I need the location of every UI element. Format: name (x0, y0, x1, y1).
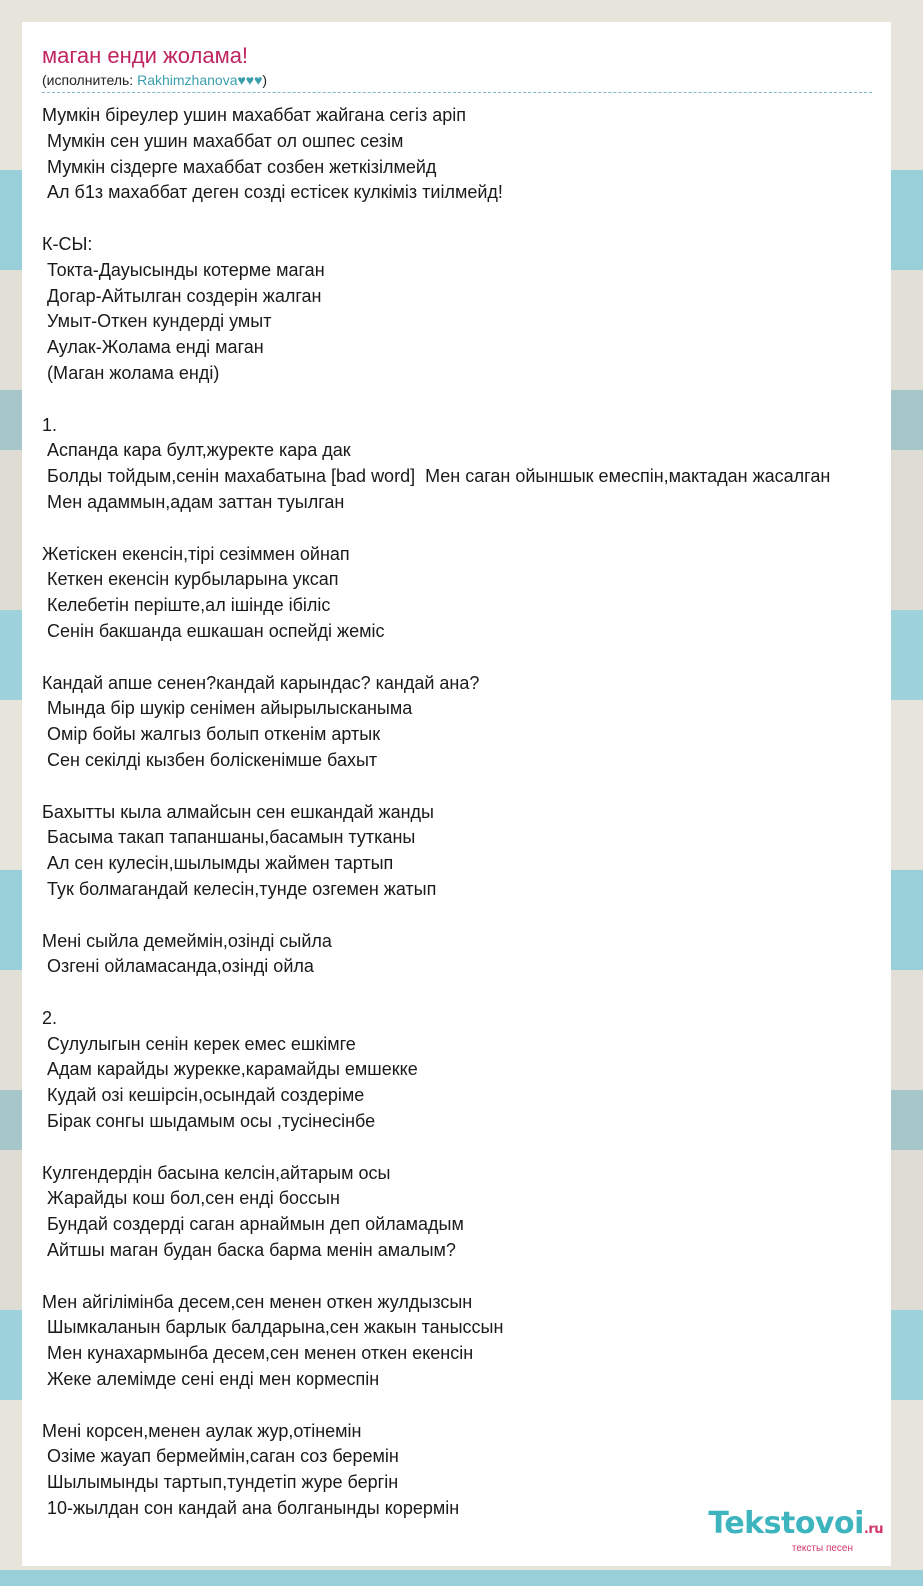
lyric-line: Мумкін сіздерге махаббат созбен жеткізілмейд (42, 156, 437, 177)
lyric-line: Ал сен кулесін,шылымды жаймен тартып (42, 853, 394, 874)
lyric-line: Бірак сонгы шыдамым осы ,тусінесінбе (42, 1111, 376, 1132)
lyric-line: Кеткен екенсін курбыларына уксап (42, 569, 339, 590)
lyric-line: Кулгендердін басына келсін,айтарым осы (42, 1162, 391, 1183)
logo-tagline: тексты песен (791, 1543, 853, 1554)
logo-name: Tekstovoi (708, 1506, 864, 1541)
lyric-line: Айтшы маган будан баска барма менін амалым? (42, 1240, 456, 1261)
lyric-blank-line (42, 774, 830, 800)
artist-suffix: ) (262, 72, 268, 88)
lyric-line: Кандай апше сенен?кандай карындас? кандай ана? (42, 672, 480, 693)
lyric-blank-line (42, 645, 830, 671)
lyric-line: Келебетін періште,ал ішінде ібіліс (42, 595, 331, 616)
lyric-line: Болды тойдым,сенін махабатына [bad word] Мен саган ойыншык емеспін,мактадан жасалган (42, 466, 831, 487)
lyric-blank-line (42, 903, 830, 929)
lyric-line: Шымкаланын барлык балдарына,сен жакын таныссын (42, 1317, 504, 1338)
lyric-line: Бундай создерді саган арнаймын деп ойламадым (42, 1214, 464, 1235)
lyric-line: Догар-Айтылган создерін жалган (42, 285, 322, 306)
logo-wordmark (708, 1506, 883, 1545)
lyric-line: Умыт-Откен кундерді умыт (42, 311, 272, 332)
lyric-line: Мен кунахармынба десем,сен менен откен екенсін (42, 1343, 474, 1364)
lyric-line: 10-жылдан сон кандай ана болганынды корермін (42, 1498, 460, 1519)
header-divider (42, 92, 872, 93)
artist-line (42, 71, 872, 89)
lyric-line: Басыма такап тапаншаны,басамын тутканы (42, 827, 416, 848)
lyrics-text (42, 103, 830, 1522)
lyric-line: Мумкін біреулер ушин махаббат жайгана сегіз аріп (42, 105, 466, 125)
lyric-line: Мені корсен,менен аулак жур,отінемін (42, 1420, 362, 1441)
lyric-line: Сен секілді кызбен болiскенімше бахыт (42, 749, 378, 770)
lyrics-card (22, 22, 891, 1566)
site-logo[interactable] (708, 1506, 883, 1554)
lyric-line: Мен айгілімінба десем,сен менен откен жулдызсын (42, 1291, 473, 1312)
lyric-line: (Маган жолама енді) (42, 362, 220, 383)
lyric-line: Жетіскен екенсін,тірі сезіммен ойнап (42, 543, 350, 564)
lyric-line: Жарайды кош бол,сен енді боссын (42, 1188, 340, 1209)
lyric-blank-line (42, 980, 830, 1006)
lyric-line: Тук болмагандай келесін,тунде озгемен жатып (42, 878, 437, 899)
lyric-line: Мен адаммын,адам заттан туылган (42, 491, 345, 512)
lyric-line: 1. (42, 414, 58, 435)
lyric-blank-line (42, 516, 830, 542)
lyric-line: 2. (42, 1007, 58, 1028)
lyric-line: К-СЫ: (42, 233, 93, 254)
lyric-line: Озгені ойламасанда,озінді ойла (42, 956, 314, 977)
lyric-line: Мумкін сен ушин махаббат ол ошпес сезім (42, 130, 404, 151)
logo-tld: .ru (863, 1522, 883, 1537)
song-title: маган енди жолама! (42, 43, 249, 68)
lyric-blank-line (42, 387, 830, 413)
lyric-line: Мында бір шукір сенімен айырылысканыма (42, 698, 413, 719)
lyric-line: Бахытты кыла алмайсын сен ешкандай жанды (42, 801, 434, 822)
artist-link[interactable]: Rakhimzhanova♥♥♥ (137, 72, 263, 88)
lyric-line: Токта-Дауысынды котерме маган (42, 259, 325, 280)
lyric-line: Ал б1з махаббат деген созді естісек кулкіміз тиілмейд! (42, 182, 503, 203)
lyric-line: Шылымынды тартып,тундетіп журе бергін (42, 1472, 399, 1493)
lyric-line: Аспанда кара булт,журекте кара дак (42, 440, 351, 461)
lyric-line: Мені сыйла демеймін,озінді сыйла (42, 930, 332, 951)
lyric-blank-line (42, 1264, 830, 1290)
lyric-blank-line (42, 1135, 830, 1161)
lyric-blank-line (42, 206, 830, 232)
lyric-line: Озіме жауап бермеймін,саган соз беремін (42, 1446, 399, 1467)
lyric-blank-line (42, 1393, 830, 1419)
lyric-line: Сулулыгын сенін керек емес ешкімге (42, 1033, 356, 1054)
lyric-line: Омір бойы жалгыз болып откенім артык (42, 724, 381, 745)
lyric-line: Жеке алемімде сені енді мен кормеспін (42, 1369, 380, 1390)
lyric-line: Адам карайды журекке,карамайды емшекке (42, 1059, 418, 1080)
lyric-line: Аулак-Жолама енді маган (42, 337, 264, 358)
artist-prefix: (исполнитель: (42, 72, 138, 88)
lyric-line: Кудай озі кешірсін,осындай создеріме (42, 1085, 365, 1106)
lyric-line: Сенін бакшанда ешкашан оспейді жеміс (42, 620, 385, 641)
song-header (42, 42, 872, 89)
